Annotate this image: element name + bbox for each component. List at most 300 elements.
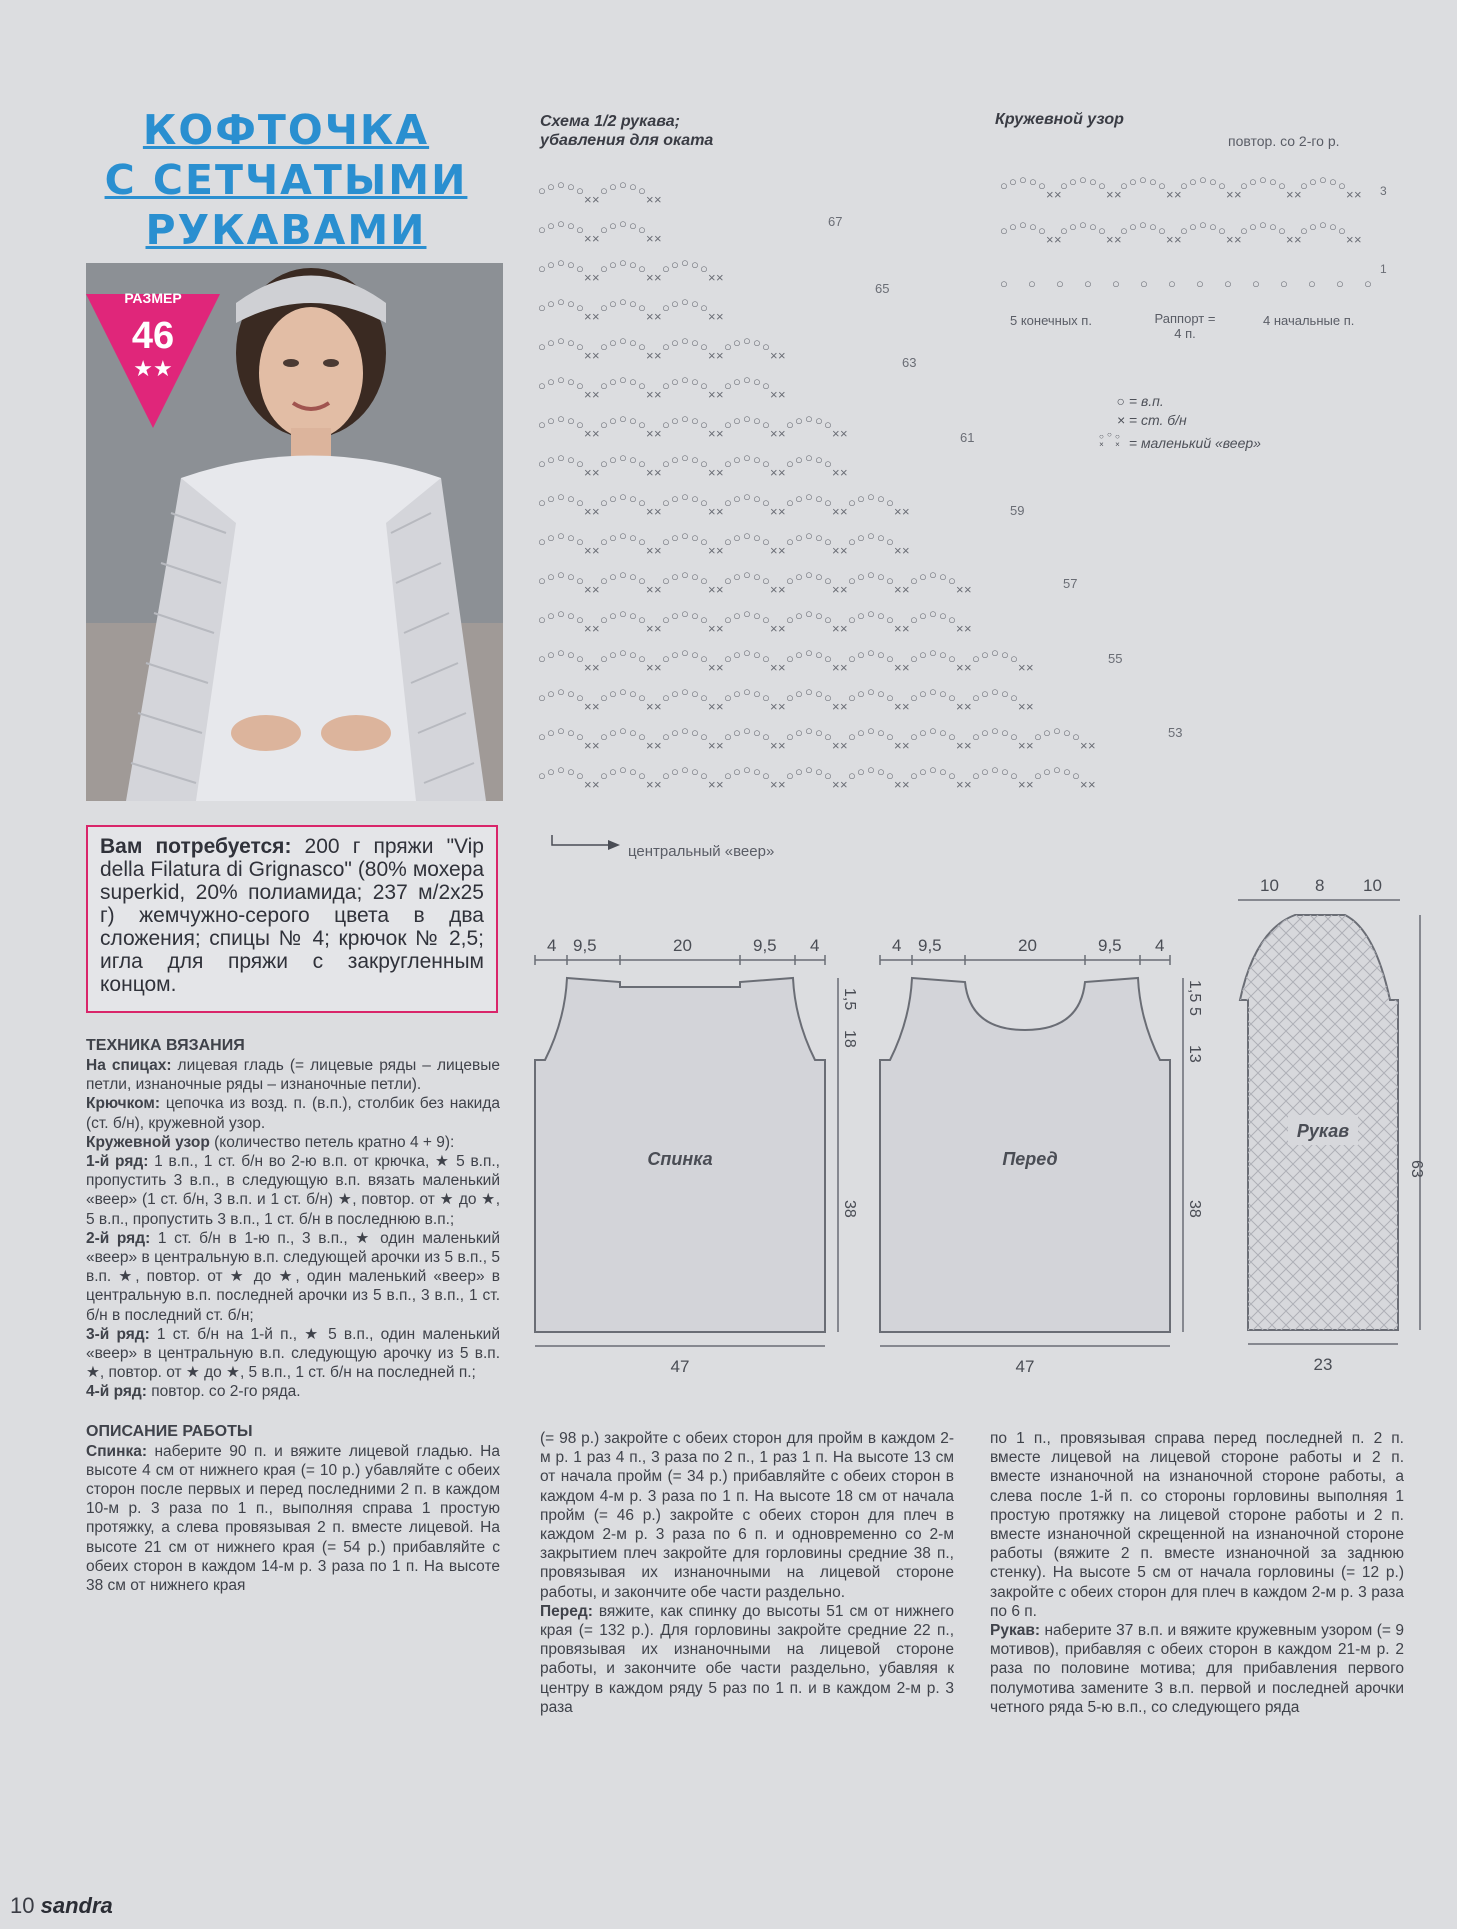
- knitting-text: лицевая гладь (= лицевые ряды – лицевые петли, изнаночные ряды – изнаночные петли).: [86, 1057, 500, 1094]
- chain-stitch-mark: ○: [681, 255, 689, 270]
- single-crochet-mark: ×: [654, 348, 662, 363]
- chain-stitch-mark: ○: [638, 300, 646, 315]
- chain-stitch-mark: ○: [815, 686, 823, 701]
- chain-stitch-mark: ○: [795, 686, 803, 701]
- chain-stitch-mark: ○: [886, 768, 894, 783]
- chain-stitch-mark: ○: [805, 411, 813, 426]
- chain-stitch-mark: ○: [886, 534, 894, 549]
- chain-stitch-mark: ○: [662, 300, 670, 315]
- chain-stitch-mark: ○: [910, 612, 918, 627]
- chain-stitch-mark: ○: [786, 456, 794, 471]
- chain-stitch-mark: ○: [700, 417, 708, 432]
- rapport-value: 4 п.: [1174, 326, 1196, 341]
- chain-stitch-mark: ○: [1028, 276, 1036, 291]
- chain-stitch-mark: ○: [848, 729, 856, 744]
- chain-stitch-mark: ○: [671, 686, 679, 701]
- chain-stitch-mark: ○: [1278, 178, 1286, 193]
- chain-stitch-mark: ○: [576, 651, 584, 666]
- single-crochet-mark: ×: [1046, 232, 1054, 247]
- chain-stitch-mark: ○: [576, 222, 584, 237]
- title-line-3: РУКАВАМИ: [145, 206, 427, 254]
- chain-stitch-mark: ○: [886, 573, 894, 588]
- back-side-3: 38: [841, 1200, 858, 1218]
- chain-stitch-mark: ○: [724, 456, 732, 471]
- single-crochet-mark: ×: [584, 309, 592, 324]
- chain-stitch-mark: ○: [671, 452, 679, 467]
- chain-stitch-mark: ○: [805, 762, 813, 777]
- chain-stitch-mark: ○: [609, 686, 617, 701]
- chain-stitch-mark: ○: [538, 768, 546, 783]
- back-lead: Спинка:: [86, 1442, 147, 1460]
- single-crochet-mark: ×: [1018, 699, 1026, 714]
- chain-stitch-mark: ○: [786, 729, 794, 744]
- chain-stitch-mark: ○: [671, 491, 679, 506]
- chain-stitch-mark: ○: [919, 764, 927, 779]
- single-crochet-mark: ×: [708, 387, 716, 402]
- chain-stitch-mark: ○: [609, 374, 617, 389]
- single-crochet-mark: ×: [964, 621, 972, 636]
- single-crochet-mark: ×: [1054, 187, 1062, 202]
- chain-stitch-mark: ○: [1001, 686, 1009, 701]
- single-crochet-mark: ×: [894, 543, 902, 558]
- chain-stitch-mark: ○: [753, 686, 761, 701]
- single-crochet-mark: ×: [832, 543, 840, 558]
- chain-stitch-mark: ○: [557, 489, 565, 504]
- chain-stitch-mark: ○: [972, 651, 980, 666]
- chain-stitch-mark: ○: [629, 764, 637, 779]
- chain-stitch-mark: ○: [910, 729, 918, 744]
- chain-stitch-mark: ○: [662, 690, 670, 705]
- single-crochet-mark: ×: [654, 699, 662, 714]
- single-crochet-mark: ×: [646, 660, 654, 675]
- chain-stitch-mark: ○: [619, 489, 627, 504]
- chain-stitch-mark: ○: [681, 645, 689, 660]
- chain-stitch-mark: ○: [848, 651, 856, 666]
- chain-stitch-mark: ○: [600, 456, 608, 471]
- chain-stitch-mark: ○: [972, 729, 980, 744]
- single-crochet-mark: ×: [964, 582, 972, 597]
- chain-stitch-mark: ○: [700, 339, 708, 354]
- chain-stitch-mark: ○: [929, 762, 937, 777]
- chain-stitch-mark: ○: [762, 729, 770, 744]
- single-crochet-mark: ×: [584, 387, 592, 402]
- chain-stitch-mark: ○: [700, 495, 708, 510]
- chain-stitch-mark: ○: [662, 612, 670, 627]
- front-dim-5: 4: [1155, 936, 1165, 955]
- single-crochet-mark: ×: [592, 660, 600, 675]
- row-number-label: 61: [960, 430, 975, 445]
- technique-crochet: [86, 1094, 500, 1132]
- requirements-text: 200 г пряжи "Vip della Filatura di Grignasco" (80% мохера superkid, 20% полиамида; 237 м/2x25 г) жемчужно-серого цвета в два сложения; спицы № 4; крючок № 2,5; игла для пряжи с закругленным концом.: [100, 835, 484, 996]
- chain-stitch-mark: ○: [671, 257, 679, 272]
- chain-stitch-mark: ○: [824, 417, 832, 432]
- chain-stitch-mark: ○: [753, 374, 761, 389]
- chain-stitch-mark: ○: [1269, 174, 1277, 189]
- chain-stitch-mark: ○: [700, 456, 708, 471]
- back-dim-3: 20: [673, 936, 692, 955]
- chain-stitch-mark: ○: [629, 218, 637, 233]
- single-crochet-mark: ×: [1166, 187, 1174, 202]
- chain-stitch-mark: ○: [972, 690, 980, 705]
- chain-stitch-mark: ○: [805, 723, 813, 738]
- single-crochet-mark: ×: [708, 582, 716, 597]
- lace-end-label: 5 конечных п.: [1010, 313, 1092, 328]
- chain-stitch-mark: ○: [1280, 276, 1288, 291]
- chain-stitch-mark: ○: [753, 647, 761, 662]
- chain-stitch-mark: ○: [662, 573, 670, 588]
- chain-stitch-mark: ○: [638, 339, 646, 354]
- row-number-label: 59: [1010, 503, 1025, 518]
- single-crochet-mark: ×: [592, 270, 600, 285]
- chain-stitch-mark: ○: [786, 417, 794, 432]
- chain-stitch-mark: ○: [629, 569, 637, 584]
- single-crochet-mark: ×: [894, 504, 902, 519]
- chain-stitch-mark: ○: [629, 335, 637, 350]
- single-crochet-mark: ×: [1166, 232, 1174, 247]
- chain-stitch-mark: ○: [743, 489, 751, 504]
- chain-symbol-icon: ○: [1116, 393, 1125, 409]
- chain-stitch-mark: ○: [1240, 178, 1248, 193]
- chain-stitch-mark: ○: [600, 261, 608, 276]
- lace-chart-title: Кружевной узор: [995, 111, 1124, 128]
- single-crochet-mark: ×: [584, 426, 592, 441]
- chain-stitch-mark: ○: [691, 413, 699, 428]
- chain-stitch-mark: ○: [743, 567, 751, 582]
- chain-stitch-mark: ○: [576, 300, 584, 315]
- single-crochet-mark: ×: [654, 270, 662, 285]
- technique-knitting: [86, 1056, 500, 1094]
- single-crochet-mark: ×: [716, 777, 724, 792]
- single-crochet-mark: ×: [592, 777, 600, 792]
- chain-stitch-mark: ○: [600, 690, 608, 705]
- chain-stitch-mark: ○: [1329, 174, 1337, 189]
- chain-stitch-mark: ○: [948, 690, 956, 705]
- single-crochet-mark: ×: [770, 387, 778, 402]
- chain-stitch-mark: ○: [547, 491, 555, 506]
- chain-stitch-mark: ○: [609, 335, 617, 350]
- chain-stitch-mark: ○: [1329, 219, 1337, 234]
- chain-stitch-mark: ○: [919, 569, 927, 584]
- single-crochet-mark: ×: [956, 777, 964, 792]
- chain-stitch-mark: ○: [619, 216, 627, 231]
- chain-stitch-mark: ○: [629, 296, 637, 311]
- chain-stitch-mark: ○: [1010, 690, 1018, 705]
- chain-stitch-mark: ○: [671, 530, 679, 545]
- chain-stitch-mark: ○: [815, 530, 823, 545]
- lace-repeat-note: повтор. со 2-го р.: [1228, 133, 1340, 149]
- chain-stitch-mark: ○: [609, 452, 617, 467]
- chain-stitch-mark: ○: [619, 411, 627, 426]
- chain-stitch-mark: ○: [1069, 219, 1077, 234]
- chain-stitch-mark: ○: [857, 530, 865, 545]
- chain-stitch-mark: ○: [600, 495, 608, 510]
- chain-stitch-mark: ○: [700, 534, 708, 549]
- single-crochet-mark: ×: [770, 582, 778, 597]
- chain-stitch-mark: ○: [619, 255, 627, 270]
- chain-stitch-mark: ○: [1189, 219, 1197, 234]
- technique-lace: [86, 1133, 500, 1152]
- svg-text:○: ○: [1107, 430, 1112, 439]
- single-crochet-mark: ×: [646, 582, 654, 597]
- chain-stitch-mark: ○: [629, 452, 637, 467]
- front-side-4: 38: [1186, 1200, 1203, 1218]
- chain-stitch-mark: ○: [1079, 217, 1087, 232]
- chain-stitch-mark: ○: [629, 374, 637, 389]
- single-crochet-mark: ×: [646, 504, 654, 519]
- legend-fan-text: = маленький «веер»: [1128, 435, 1261, 451]
- chain-stitch-mark: ○: [1218, 178, 1226, 193]
- chain-stitch-mark: ○: [700, 378, 708, 393]
- single-crochet-mark: ×: [1026, 738, 1034, 753]
- single-crochet-mark: ×: [716, 426, 724, 441]
- chain-stitch-mark: ○: [1000, 178, 1008, 193]
- chain-stitch-mark: ○: [939, 764, 947, 779]
- chain-stitch-mark: ○: [733, 647, 741, 662]
- legend-sc-text: = ст. б/н: [1128, 412, 1187, 428]
- chain-stitch-mark: ○: [939, 647, 947, 662]
- rapport-label: Раппорт =: [1154, 311, 1216, 326]
- chain-stitch-mark: ○: [619, 684, 627, 699]
- chain-stitch-mark: ○: [848, 573, 856, 588]
- chain-stitch-mark: ○: [1072, 729, 1080, 744]
- single-crochet-mark: ×: [956, 621, 964, 636]
- chain-stitch-mark: ○: [619, 567, 627, 582]
- chain-stitch-mark: ○: [691, 764, 699, 779]
- sleeve-dim-1: 10: [1260, 876, 1279, 895]
- chain-stitch-mark: ○: [753, 530, 761, 545]
- chain-stitch-mark: ○: [700, 651, 708, 666]
- chain-stitch-mark: ○: [1038, 223, 1046, 238]
- single-crochet-mark: ×: [1346, 187, 1354, 202]
- requirements-box: [86, 825, 498, 1013]
- chain-stitch-mark: ○: [576, 534, 584, 549]
- row-number-label: 67: [828, 214, 843, 229]
- chain-stitch-mark: ○: [753, 413, 761, 428]
- chain-stitch-mark: ○: [619, 606, 627, 621]
- single-crochet-mark: ×: [592, 348, 600, 363]
- work-sleeve: [990, 1621, 1404, 1717]
- single-crochet-mark: ×: [584, 660, 592, 675]
- single-crochet-mark: ×: [654, 777, 662, 792]
- chain-stitch-mark: ○: [1029, 174, 1037, 189]
- chain-stitch-mark: ○: [1319, 172, 1327, 187]
- single-crochet-mark: ×: [902, 621, 910, 636]
- chain-stitch-mark: ○: [557, 684, 565, 699]
- chain-stitch-mark: ○: [857, 491, 865, 506]
- chain-stitch-mark: ○: [929, 645, 937, 660]
- chain-stitch-mark: ○: [671, 725, 679, 740]
- single-crochet-mark: ×: [840, 699, 848, 714]
- chain-stitch-mark: ○: [1129, 174, 1137, 189]
- chain-stitch-mark: ○: [576, 768, 584, 783]
- crochet-text: цепочка из возд. п. (в.п.), столбик без накида (ст. б/н), кружевной узор.: [86, 1095, 500, 1132]
- chain-stitch-mark: ○: [753, 452, 761, 467]
- chain-stitch-mark: ○: [547, 257, 555, 272]
- single-crochet-mark: ×: [1234, 232, 1242, 247]
- row1-text: 1 в.п., 1 ст. б/н во 2-ю в.п. от крючка, ★ 5 в.п., пропустить 3 в.п., в следующую в.п. вязать маленький «веер» (1 ст. б/н, 3 в.п. и 1 ст. б/н) ★, повтор. от ★ до ★, 5 в.п., пропустить 3 в.п., 1 ст. б/н в последнюю в.п.;: [86, 1153, 500, 1228]
- chain-stitch-mark: ○: [786, 534, 794, 549]
- chain-stitch-mark: ○: [805, 684, 813, 699]
- chain-stitch-mark: ○: [1056, 276, 1064, 291]
- work-back: [86, 1442, 500, 1596]
- chain-stitch-mark: ○: [600, 612, 608, 627]
- single-crochet-mark: ×: [584, 231, 592, 246]
- chain-stitch-mark: ○: [547, 179, 555, 194]
- single-crochet-mark: ×: [708, 777, 716, 792]
- single-crochet-mark: ×: [584, 582, 592, 597]
- chain-stitch-mark: ○: [691, 257, 699, 272]
- chain-stitch-mark: ○: [762, 690, 770, 705]
- single-crochet-mark: ×: [894, 738, 902, 753]
- chain-stitch-mark: ○: [795, 452, 803, 467]
- single-crochet-mark: ×: [832, 504, 840, 519]
- chain-stitch-mark: ○: [948, 729, 956, 744]
- chain-stitch-mark: ○: [638, 456, 646, 471]
- single-crochet-mark: ×: [840, 426, 848, 441]
- sleeve-text: наберите 37 в.п. и вяжите кружевным узором (= 9 мотивов), прибавляя с обеих сторон в каждом 21-м р. 2 раза по половине мотива; для прибавления первого полумотива замените 3 в.п. первой и последней арочки четного ряда 5-ю в.п., со следующего ряда: [990, 1622, 1404, 1716]
- chain-stitch-mark: ○: [691, 452, 699, 467]
- chain-stitch-mark: ○: [795, 764, 803, 779]
- front-pattern-diagram: [870, 930, 1203, 1380]
- chain-stitch-mark: ○: [724, 768, 732, 783]
- single-crochet-mark: ×: [1026, 699, 1034, 714]
- chain-stitch-mark: ○: [567, 491, 575, 506]
- sleeve-dim-2: 8: [1315, 876, 1325, 895]
- chain-stitch-mark: ○: [733, 764, 741, 779]
- chain-stitch-mark: ○: [567, 725, 575, 740]
- single-crochet-mark: ×: [584, 465, 592, 480]
- chain-stitch-mark: ○: [600, 300, 608, 315]
- chain-stitch-mark: ○: [538, 495, 546, 510]
- chain-stitch-mark: ○: [857, 569, 865, 584]
- single-crochet-mark: ×: [778, 504, 786, 519]
- single-crochet-mark: ×: [654, 543, 662, 558]
- chain-stitch-mark: ○: [762, 417, 770, 432]
- single-crochet-mark: ×: [778, 582, 786, 597]
- single-crochet-mark: ×: [708, 621, 716, 636]
- chain-stitch-mark: ○: [824, 690, 832, 705]
- chain-stitch-mark: ○: [762, 378, 770, 393]
- chain-stitch-mark: ○: [815, 647, 823, 662]
- chain-stitch-mark: ○: [691, 725, 699, 740]
- single-crochet-mark: ×: [840, 660, 848, 675]
- text-column-3: [990, 1429, 1404, 1717]
- single-crochet-mark: ×: [646, 270, 654, 285]
- chain-stitch-mark: ○: [939, 608, 947, 623]
- chain-stitch-mark: ○: [824, 573, 832, 588]
- chain-stitch-mark: ○: [724, 612, 732, 627]
- chain-stitch-mark: ○: [567, 296, 575, 311]
- single-crochet-mark: ×: [716, 738, 724, 753]
- single-crochet-mark: ×: [716, 543, 724, 558]
- single-crochet-mark: ×: [708, 426, 716, 441]
- chain-stitch-mark: ○: [629, 647, 637, 662]
- chain-stitch-mark: ○: [557, 372, 565, 387]
- chain-stitch-mark: ○: [786, 495, 794, 510]
- chain-stitch-mark: ○: [547, 530, 555, 545]
- chain-stitch-mark: ○: [1240, 223, 1248, 238]
- chain-stitch-mark: ○: [681, 684, 689, 699]
- single-crochet-mark: ×: [716, 699, 724, 714]
- chain-stitch-mark: ○: [1009, 174, 1017, 189]
- sleeve-lead: Рукав:: [990, 1622, 1041, 1640]
- chain-stitch-mark: ○: [662, 339, 670, 354]
- front-dim-3: 20: [1018, 936, 1037, 955]
- chain-stitch-mark: ○: [857, 764, 865, 779]
- single-crochet-mark: ×: [708, 270, 716, 285]
- chain-stitch-mark: ○: [691, 530, 699, 545]
- col3-text1: по 1 п., провязывая справа перед последней п. 2 п. вместе лицевой на лицевой стороне работы и 2 п. вместе изнаночной на изнаночной стороне работы, а слева после 1-й п. со стороны горловины выполняя 1 простую протяжку на лицевой стороне работы и 2 п. вместе изнаночной скрещенной на изнаночной стороне работы (вяжите 2 п. вместе изнаночной за заднюю стенку). На высоте 5 см от начала горловины (= 12 р.) закройте с обеих сторон для плеч в каждом 2-м р. 3 раза по 6 п.: [990, 1430, 1404, 1620]
- single-crochet-mark: ×: [654, 192, 662, 207]
- single-crochet-mark: ×: [592, 738, 600, 753]
- lace-row-number: 3: [1380, 184, 1387, 198]
- single-crochet-mark: ×: [716, 270, 724, 285]
- single-crochet-mark: ×: [646, 621, 654, 636]
- single-crochet-mark: ×: [654, 621, 662, 636]
- chain-stitch-mark: ○: [877, 530, 885, 545]
- single-crochet-mark: ×: [956, 699, 964, 714]
- chain-stitch-mark: ○: [919, 686, 927, 701]
- chain-stitch-mark: ○: [848, 612, 856, 627]
- chain-stitch-mark: ○: [629, 608, 637, 623]
- chain-stitch-mark: ○: [619, 333, 627, 348]
- chain-stitch-mark: ○: [681, 528, 689, 543]
- chain-stitch-mark: ○: [1199, 172, 1207, 187]
- chain-stitch-mark: ○: [910, 651, 918, 666]
- single-crochet-mark: ×: [592, 699, 600, 714]
- single-crochet-mark: ×: [592, 192, 600, 207]
- chain-stitch-mark: ○: [743, 684, 751, 699]
- single-crochet-mark: ×: [592, 309, 600, 324]
- single-crochet-mark: ×: [708, 504, 716, 519]
- chain-stitch-mark: ○: [681, 567, 689, 582]
- chain-stitch-mark: ○: [638, 261, 646, 276]
- single-crochet-mark: ×: [646, 543, 654, 558]
- row-number-label: 55: [1108, 651, 1123, 666]
- single-crochet-mark: ×: [770, 777, 778, 792]
- chain-stitch-mark: ○: [733, 374, 741, 389]
- single-crochet-mark: ×: [584, 699, 592, 714]
- chain-stitch-mark: ○: [867, 606, 875, 621]
- chain-stitch-mark: ○: [867, 762, 875, 777]
- center-arrow-icon: [552, 835, 608, 845]
- chain-stitch-mark: ○: [824, 768, 832, 783]
- chain-stitch-mark: ○: [1019, 217, 1027, 232]
- chain-stitch-mark: ○: [638, 222, 646, 237]
- chain-stitch-mark: ○: [743, 411, 751, 426]
- single-crochet-mark: ×: [840, 621, 848, 636]
- row3-text: 1 ст. б/н на 1-й п., ★ 5 в.п., один маленький «веер» в центральную в.п. следующую арочку из 5 в.п. ★, повтор. от ★ до ★, 5 в.п., 1 ст. б/н на последней п.;: [86, 1325, 500, 1382]
- chain-stitch-mark: ○: [700, 573, 708, 588]
- chain-stitch-mark: ○: [724, 417, 732, 432]
- single-crochet-mark: ×: [840, 582, 848, 597]
- page-number: 10: [10, 1893, 35, 1918]
- single-crochet-mark: ×: [902, 582, 910, 597]
- chain-stitch-mark: ○: [1158, 178, 1166, 193]
- chain-stitch-mark: ○: [671, 647, 679, 662]
- single-crochet-mark: ×: [770, 504, 778, 519]
- chain-stitch-mark: ○: [1269, 219, 1277, 234]
- single-crochet-mark: ×: [770, 465, 778, 480]
- chain-stitch-mark: ○: [547, 647, 555, 662]
- chain-stitch-mark: ○: [1053, 762, 1061, 777]
- single-crochet-mark: ×: [654, 582, 662, 597]
- chain-stitch-mark: ○: [671, 335, 679, 350]
- back-dim-4: 9,5: [753, 936, 777, 955]
- single-crochet-mark: ×: [646, 738, 654, 753]
- single-crochet-mark: ×: [584, 738, 592, 753]
- single-crochet-mark: ×: [902, 504, 910, 519]
